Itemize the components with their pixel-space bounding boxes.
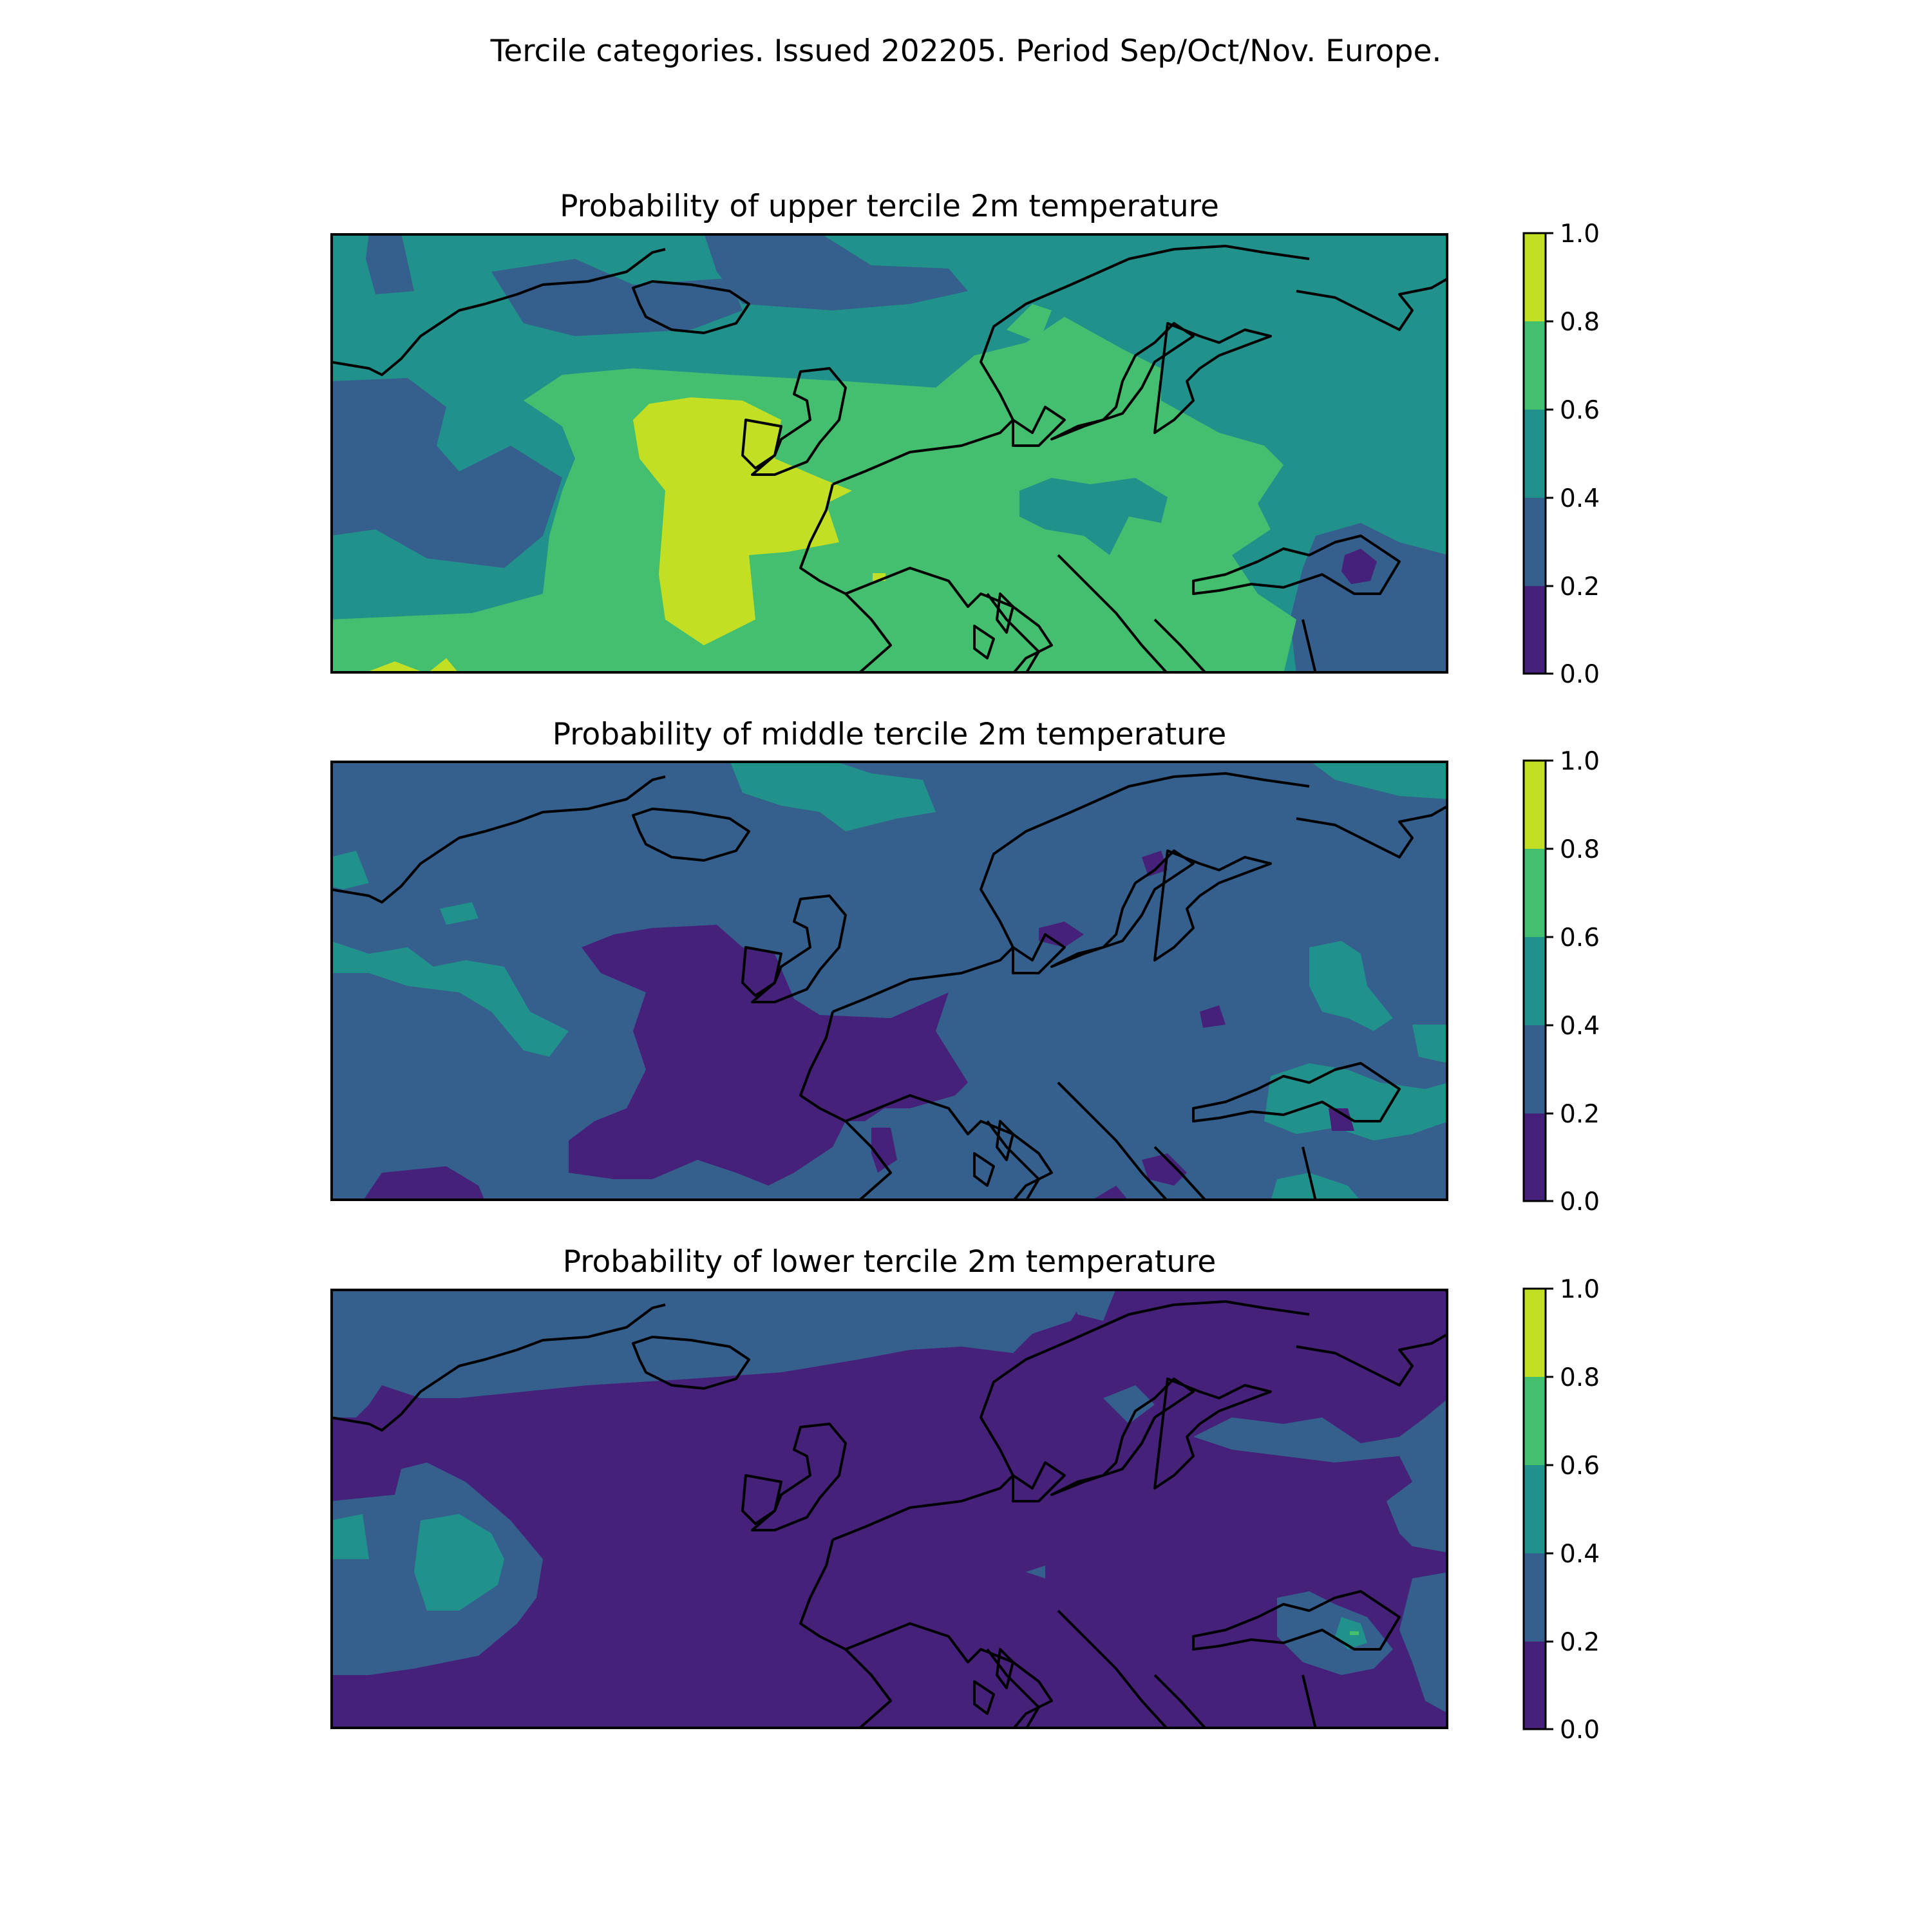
colorbar-tick-label: 0.0 — [1560, 660, 1600, 689]
map-middle-tercile — [330, 761, 1448, 1201]
colorbar-tick-label: 0.8 — [1560, 835, 1600, 864]
map-lower-tercile — [330, 1289, 1448, 1729]
colorbar-tick-label: 0.0 — [1560, 1716, 1600, 1745]
colorbar-segment — [1524, 321, 1546, 410]
colorbar-segment — [1524, 498, 1546, 586]
colorbar-segment — [1524, 849, 1546, 937]
colorbar-segment — [1524, 937, 1546, 1025]
map-upper-tercile — [330, 233, 1448, 674]
field-band-0.6-0.8 — [1350, 1631, 1359, 1635]
colorbar-segment — [1524, 1553, 1546, 1642]
colorbar-tick-label: 0.6 — [1560, 396, 1600, 425]
colorbar-segment — [1524, 1465, 1546, 1553]
colorbar-tick-label: 0.4 — [1560, 1540, 1600, 1569]
colorbar-tick-label: 0.4 — [1560, 484, 1600, 513]
colorbar-lower — [1524, 1275, 1633, 1745]
colorbar-tick-label: 1.0 — [1560, 747, 1600, 776]
colorbar-tick-label: 1.0 — [1560, 220, 1600, 249]
colorbar-tick-label: 0.4 — [1560, 1012, 1600, 1041]
colorbar-tick-label: 0.8 — [1560, 1363, 1600, 1392]
colorbar-tick-label: 0.2 — [1560, 1628, 1600, 1657]
colorbar-segment — [1524, 1113, 1546, 1201]
colorbar-tick-label: 0.6 — [1560, 923, 1600, 952]
colorbar-segment — [1524, 1289, 1546, 1377]
colorbar-segment — [1524, 586, 1546, 674]
colorbar-upper — [1524, 220, 1633, 689]
panel-title-middle: Probability of middle tercile 2m temperature — [552, 717, 1227, 752]
field-band-0.4-0.6 — [330, 1514, 369, 1559]
panel-title-upper: Probability of upper tercile 2m temperature — [560, 189, 1219, 224]
colorbar-segment — [1524, 1377, 1546, 1465]
colorbar-tick-label: 0.6 — [1560, 1452, 1600, 1481]
colorbar-segment — [1524, 410, 1546, 498]
colorbar-middle — [1524, 747, 1633, 1217]
colorbar-tick-label: 0.2 — [1560, 573, 1600, 601]
figure-title: Tercile categories. Issued 202205. Period Sep/Oct/Nov. Europe. — [490, 33, 1442, 69]
colorbar-tick-label: 0.8 — [1560, 308, 1600, 337]
colorbar-segment — [1524, 1642, 1546, 1729]
colorbar-tick-label: 1.0 — [1560, 1275, 1600, 1304]
colorbar-tick-label: 0.0 — [1560, 1188, 1600, 1217]
colorbar-segment — [1524, 761, 1546, 849]
colorbar-tick-label: 0.2 — [1560, 1100, 1600, 1129]
panel-title-lower: Probability of lower tercile 2m temperature — [562, 1244, 1217, 1280]
colorbar-segment — [1524, 233, 1546, 321]
colorbar-segment — [1524, 1025, 1546, 1113]
